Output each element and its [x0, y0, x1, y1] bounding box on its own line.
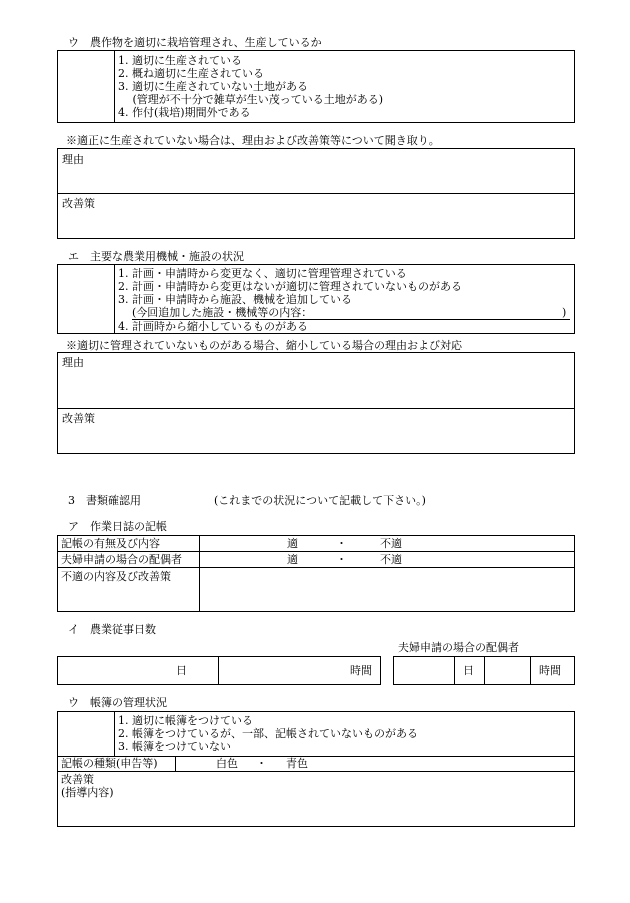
books-improve-label: 改善策 [61, 773, 94, 786]
days-box-main [57, 656, 381, 685]
section-u2-heading: ウ 帳簿の管理状況 [68, 696, 167, 709]
diary-row-2-label: 夫婦申請の場合の配偶者 [61, 553, 182, 566]
main-day-unit: 日 [176, 664, 187, 677]
section-a-heading: ア 作業日誌の記帳 [68, 520, 167, 533]
books-type-blue: 青色 [286, 757, 308, 770]
diary-improve-label: 不適の内容及び改善策 [61, 570, 171, 583]
main-hour-unit: 時間 [350, 664, 372, 677]
diary-row-1-ng: 不適 [380, 537, 402, 550]
reason-improvement-box-2 [57, 352, 575, 454]
u-option-2: 2. 概ね適切に生産されている [118, 67, 264, 80]
u2-option-2: 2. 帳簿をつけているが、一部、記帳されていないものがある [118, 727, 418, 740]
diary-row-2-ok: 適 [287, 553, 298, 566]
u-option-3: 3. 適切に生産されていない土地がある [118, 80, 308, 93]
e-option-4: 4. 計画時から縮小しているものがある [118, 320, 308, 333]
books-type-dot: ・ [256, 757, 267, 770]
section-u-heading: ウ 農作物を適切に栽培管理され、生産しているか [68, 36, 322, 49]
u2-option-1: 1. 適切に帳簿をつけている [118, 714, 253, 727]
e-option-2: 2. 計画・申請時から変更はないが適切に管理されていないものがある [118, 280, 462, 293]
section-e-heading: エ 主要な農業用機械・施設の状況 [68, 250, 244, 263]
reason-label-1: 理由 [62, 153, 84, 166]
e-added-label: (今回追加した施設・機械等の内容： [132, 306, 313, 319]
u-option-3-note: (管理が不十分で雑草が生い茂っている土地がある) [118, 93, 384, 106]
books-type-white: 白色 [216, 757, 238, 770]
section-i-heading: イ 農業従事日数 [68, 623, 156, 636]
diary-row-2-ng: 不適 [380, 553, 402, 566]
e-option-1: 1. 計画・申請時から変更なく、適切に管理管理されている [118, 267, 407, 280]
diary-row-1-dot: ・ [336, 537, 347, 550]
e-added-close: ) [562, 306, 567, 319]
diary-row-2-dot: ・ [336, 553, 347, 566]
u2-option-3: 3. 帳簿をつけていない [118, 740, 231, 753]
note-1: ※適正に生産されていない場合は、理由および改善策等について聞き取り。 [66, 134, 440, 147]
u-option-1: 1. 適切に生産されている [118, 54, 242, 67]
improvement-label-1: 改善策 [62, 197, 95, 210]
section-3-note: (これまでの状況について記載して下さい。) [214, 494, 426, 507]
diary-row-1-ok: 適 [287, 537, 298, 550]
spouse-hour-unit: 時間 [539, 664, 561, 677]
note-2: ※適切に管理されていないものがある場合、縮小している場合の理由および対応 [66, 339, 462, 352]
section-3-heading: 3 書類確認用 [68, 494, 141, 507]
spouse-day-unit: 日 [463, 664, 474, 677]
books-guide-label: (指導内容) [61, 786, 114, 799]
improvement-label-2: 改善策 [62, 412, 95, 425]
diary-row-1-label: 記帳の有無及び内容 [61, 537, 160, 550]
books-type-label: 記帳の種類(申告等) [61, 757, 158, 770]
u-option-4: 4. 作付(栽培)期間外である [118, 106, 251, 119]
e-option-3: 3. 計画・申請時から施設、機械を追加している [118, 293, 352, 306]
spouse-label: 夫婦申請の場合の配偶者 [398, 641, 519, 654]
reason-label-2: 理由 [62, 356, 84, 369]
